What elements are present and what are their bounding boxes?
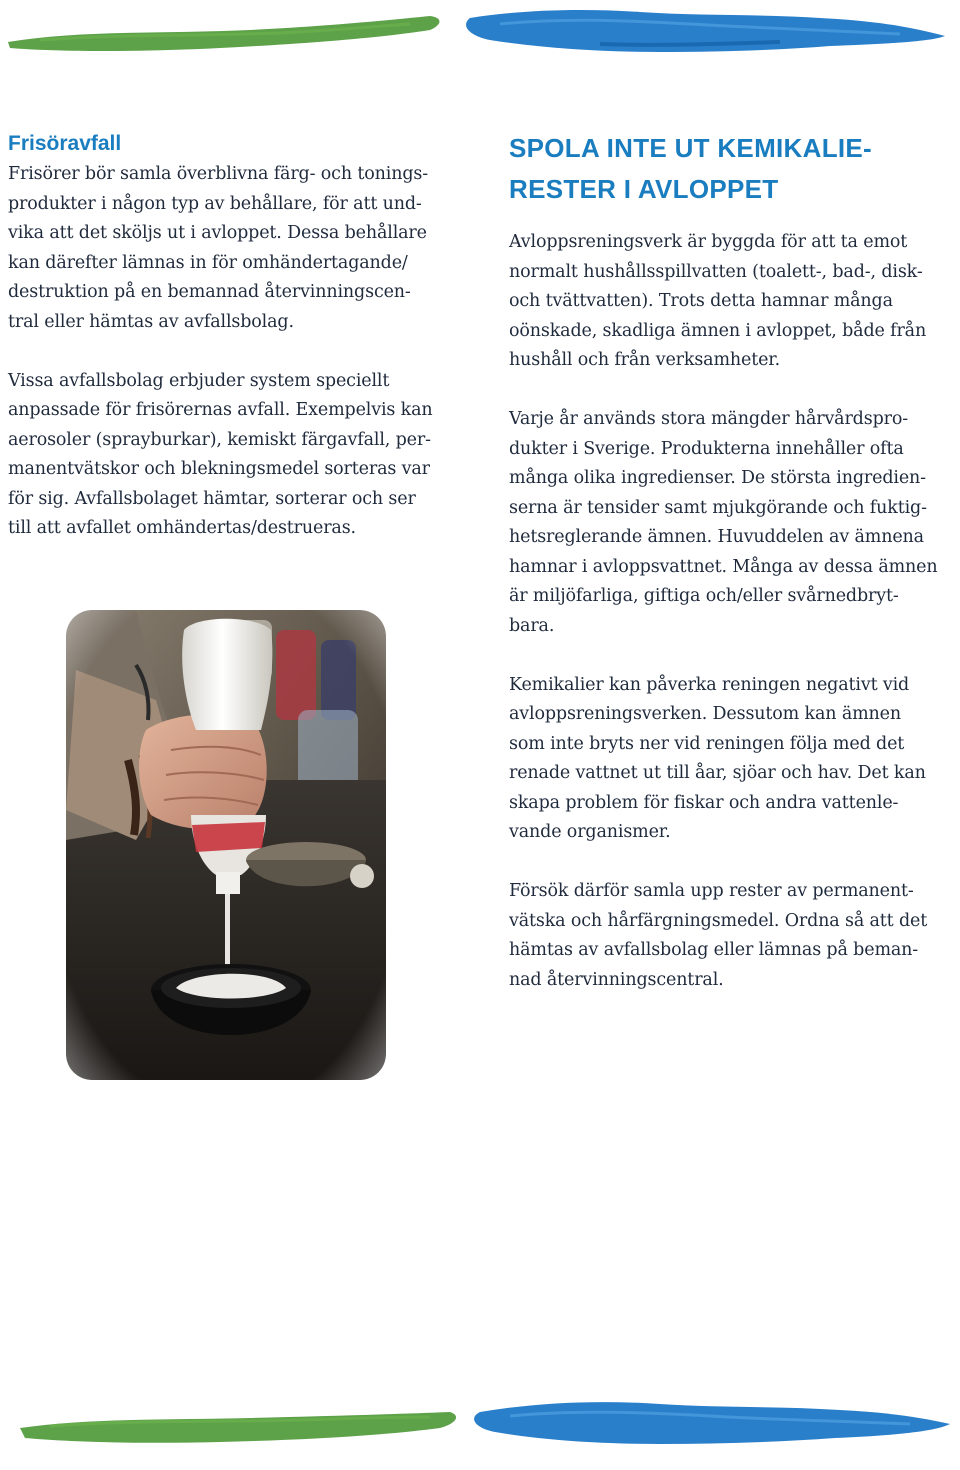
right-paragraph-3	[509, 671, 955, 848]
photo-illustration	[66, 610, 386, 1080]
heading-line: SPOLA INTE UT KEMIKALIE-	[509, 133, 873, 163]
section-heading-spola-inte-ut	[509, 128, 955, 210]
top-brush-stroke-decoration	[0, 0, 960, 80]
text-line: för sig. Avfallsbolaget hämtar, sorterar och ser	[8, 488, 416, 509]
text-line: produkter i någon typ av behållare, för att und-	[8, 193, 422, 214]
text-line: vande organismer.	[509, 822, 671, 842]
text-line: bara.	[509, 615, 555, 636]
text-line: tral eller hämtas av avfallsbolag.	[8, 311, 294, 332]
text-line: aerosoler (sprayburkar), kemiskt färgavfall, per-	[8, 429, 431, 450]
text-line: Frisörer bör samla överblivna färg- och tonings-	[8, 164, 428, 184]
text-line: Avloppsreningsverk är byggda för att ta emot	[509, 232, 908, 252]
text-line: hamnar i avloppsvattnet. Många av dessa ämnen	[509, 556, 938, 577]
heading-line: RESTER I AVLOPPET	[509, 174, 779, 204]
text-line: hämtas av avfallsbolag eller lämnas på beman-	[509, 940, 919, 960]
text-line: hetsreglerande ämnen. Huvuddelen av ämnena	[509, 527, 924, 547]
text-line: vätska och hårfärgningsmedel. Ordna så att det	[509, 910, 928, 931]
text-line: destruktion på en bemannad återvinningscen-	[8, 282, 411, 302]
text-line: många olika ingredienser. De största ingredien-	[509, 468, 926, 488]
text-line: serna är tensider samt mjukgörande och fuktig-	[509, 497, 927, 518]
text-line: är miljöfarliga, giftiga och/eller svårnedbryt-	[509, 586, 899, 606]
text-line: och tvättvatten). Trots detta hamnar många	[509, 291, 893, 311]
text-line: renade vattnet ut till åar, sjöar och hav. Det kan	[509, 763, 926, 783]
text-line: som inte bryts ner vid reningen följa med det	[509, 733, 905, 754]
text-line: Kemikalier kan påverka reningen negativt vid	[509, 674, 910, 695]
bottom-brush-stroke-decoration	[0, 1390, 960, 1470]
text-line: manentvätskor och blekningsmedel sorteras var	[8, 459, 430, 479]
text-line: vika att det sköljs ut i avloppet. Dessa behållare	[8, 223, 427, 243]
text-line: anpassade för frisörernas avfall. Exempelvis kan	[8, 400, 433, 420]
left-column	[8, 130, 458, 544]
text-line: oönskade, skadliga ämnen i avloppet, både från	[509, 320, 927, 341]
right-paragraph-2	[509, 405, 955, 641]
text-line: skapa problem för fiskar och andra vattenle-	[509, 792, 899, 813]
text-line: kan därefter lämnas in för omhändertagande/	[8, 252, 408, 273]
photo-hair-product-bottle	[66, 610, 386, 1080]
text-line: hushåll och från verksamheter.	[509, 350, 781, 370]
left-paragraph-1	[8, 160, 458, 337]
text-line: avloppsreningsverken. Dessutom kan ämnen	[509, 704, 901, 724]
right-column	[509, 128, 955, 995]
text-line: Vissa avfallsbolag erbjuder system speciellt	[8, 370, 390, 391]
text-line: Försök därför samla upp rester av permanent-	[509, 881, 914, 901]
right-paragraph-4	[509, 877, 955, 995]
right-paragraph-1	[509, 228, 955, 376]
text-line: dukter i Sverige. Produkterna innehåller ofta	[509, 438, 904, 459]
text-line: normalt hushållsspillvatten (toalett-, bad-, disk-	[509, 261, 923, 282]
left-paragraph-2	[8, 367, 458, 544]
text-line: till att avfallet omhändertas/destrueras.	[8, 518, 356, 538]
text-line: Varje år används stora mängder hårvårdspro-	[509, 409, 908, 429]
text-line: nad återvinningscentral.	[509, 969, 724, 990]
section-heading-frisoravfall: Frisöravfall	[8, 132, 122, 155]
